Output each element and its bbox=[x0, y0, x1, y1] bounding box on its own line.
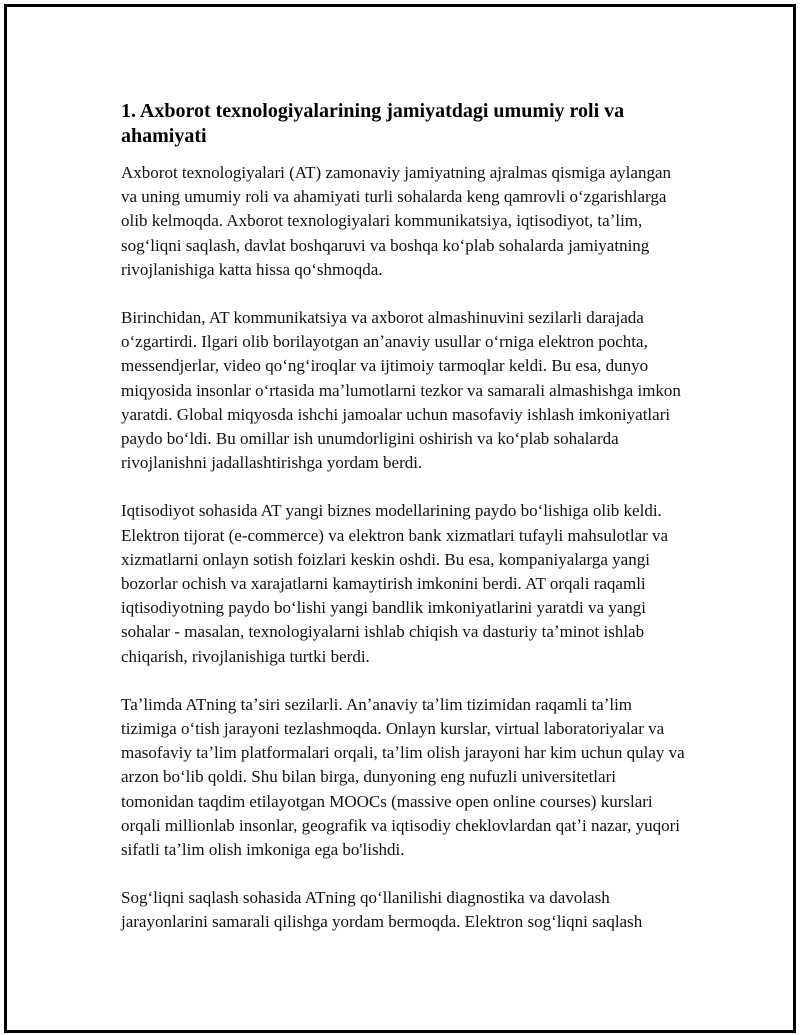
section-heading: 1. Axborot texnologiyalarining jamiyatdagi umumiy roli va ahamiyati bbox=[121, 100, 625, 147]
paragraph-economy: Iqtisodiyot sohasida AT yangi biznes modellarining paydo boʻlishiga olib keldi. Elektron tijorat (e-commerce) va elektron bank xizmatlari tufayli mahsulotlar va xizmatlarni onlayn sotish foizlari keskin oshdi. Bu esa, kompaniyalarga yangi bozorlar ochish va xarajatlarni kamaytirish imkonini berdi. AT orqali raqamli iqtisodiyotning paydo boʻlishi yangi bandlik imkoniyatlarini yaratdi va yangi sohalar - masalan, texnologiyalarni ishlab chiqish va dasturiy taʼminot ishlab chiqarish, rivojlanishiga turtki berdi. bbox=[121, 501, 669, 666]
paragraph-healthcare: Sogʻliqni saqlash sohasida ATning qoʻllanilishi diagnostika va davolash jarayonlarini samarali qilishga yordam bermoqda. Elektron sogʻliqni saqlash bbox=[121, 888, 643, 932]
document-page bbox=[4, 4, 796, 1033]
paragraph-education: Taʼlimda ATning taʼsiri sezilarli. Anʼanaviy taʼlim tizimidan raqamli taʼlim tizimiga oʻtish jarayoni tezlashmoqda. Onlayn kurslar, virtual laboratoriyalar va masofaviy taʼlim platformalari orqali, taʼlim olish jarayoni har kim uchun qulay va arzon boʻlib qoldi. Shu bilan birga, dunyoning eng nufuzli universitetlari tomonidan taqdim etilayotgan MOOCs (massive open online courses) kurslari orqali millionlab insonlar, geografik va iqtisodiy cheklovlardan qatʼi nazar, yuqori sifatli taʼlim olish imkoniga ega bo'lishdi. bbox=[121, 694, 685, 860]
paragraph-communication: Birinchidan, AT kommunikatsiya va axborot almashinuvini sezilarli darajada oʻzgartirdi. Ilgari olib borilayotgan anʼanaviy usullar oʻrniga elektron pochta, messendjerlar, video qoʻngʻiroqlar va ijtimoiy tarmoqlar keldi. Bu esa, dunyo miqyosida insonlar oʻrtasida maʼlumotlarni tezkor va samarali almashishga imkon yaratdi. Global miqyosda ishchi jamoalar uchun masofaviy ishlash imkoniyatlari paydo boʻldi. Bu omillar ish unumdorligini oshirish va koʻplab sohalarda rivojlanishni jadallashtirishga yordam berdi. bbox=[121, 308, 681, 473]
document-body bbox=[121, 99, 691, 959]
paragraph-intro: Axborot texnologiyalari (AT) zamonaviy jamiyatning ajralmas qismiga aylangan va uning umumiy roli va ahamiyati turli sohalarda keng qamrovli oʻzgarishlarga olib kelmoqda. Axborot texnologiyalari kommunikatsiya, iqtisodiyot, taʼlim, sogʻliqni saqlash, davlat boshqaruvi va boshqa koʻplab sohalarda jamiyatning rivojlanishiga katta hissa qoʻshmoqda. bbox=[121, 163, 671, 279]
